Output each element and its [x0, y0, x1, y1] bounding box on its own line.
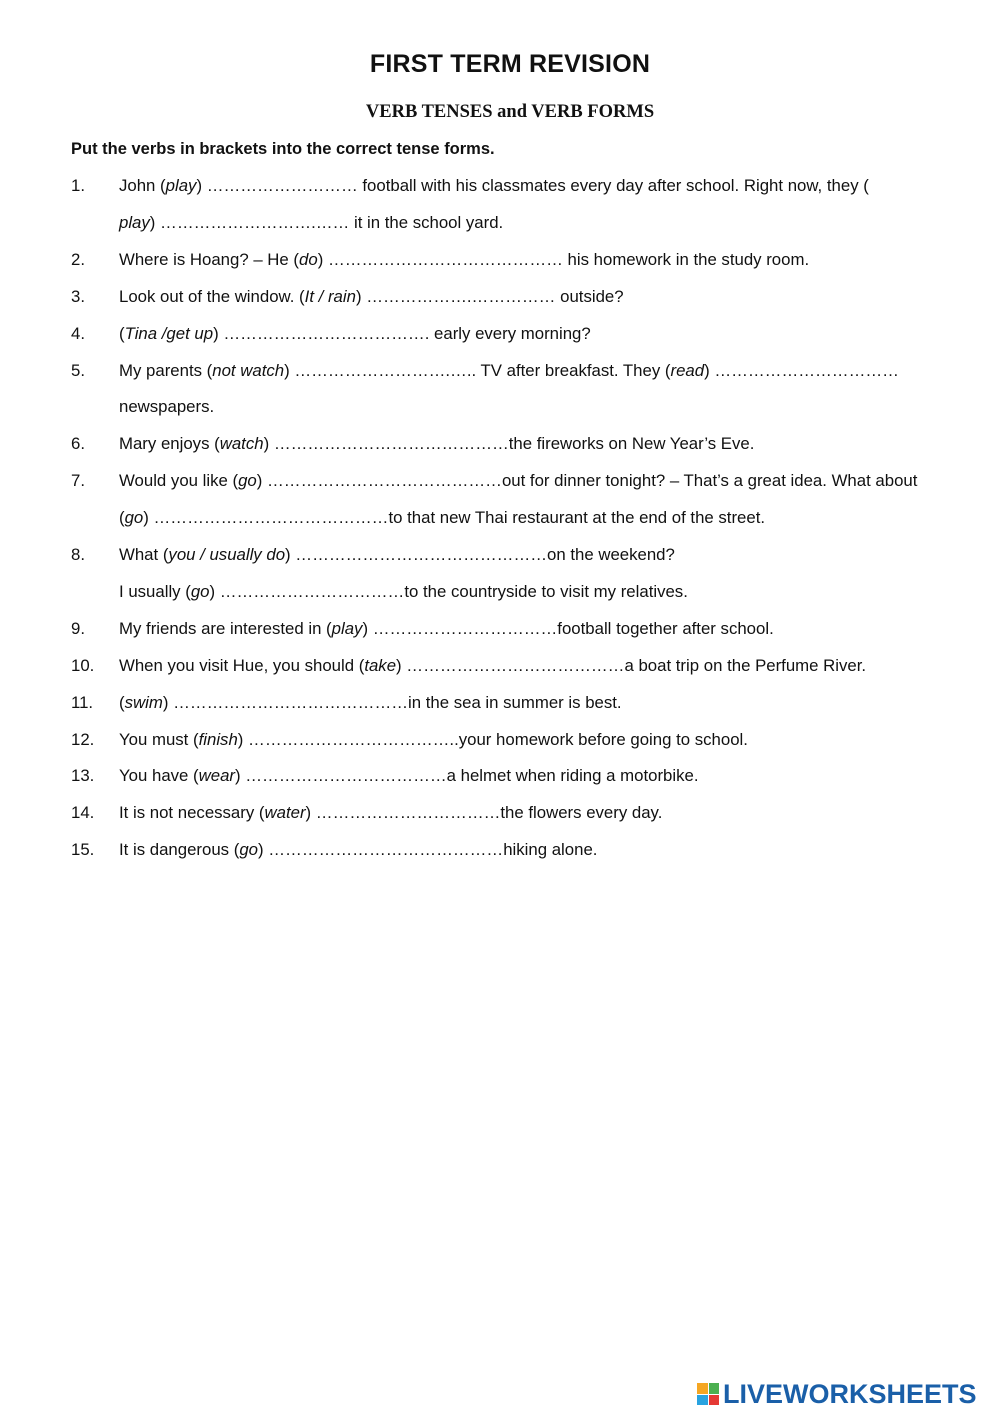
exercise-text [119, 287, 624, 307]
verb-hint: swim [124, 692, 163, 712]
sentence-fragment: My parents ( [119, 360, 213, 380]
exercise-number: 9. [71, 618, 85, 638]
page-subtitle: VERB TENSES and VERB FORMS [365, 102, 655, 122]
sentence-fragment: Look out of the window. ( [119, 286, 305, 306]
sentence-fragment: It is dangerous ( [119, 840, 240, 860]
verb-hint: go [238, 471, 257, 491]
exercise-text [119, 471, 917, 491]
verb-hint: not watch [212, 360, 285, 380]
verb-hint: go [239, 840, 259, 860]
exercise-number: 8. [71, 545, 85, 564]
verb-hint: read [670, 360, 705, 380]
verb-hint: take [364, 655, 397, 675]
logo-square [697, 1395, 708, 1406]
exercise-text [119, 324, 591, 344]
sentence-fragment: ) ……………………………the flowers every day. [305, 803, 663, 823]
exercise-text [119, 693, 622, 713]
sentence-fragment: Would you like ( [119, 471, 239, 491]
exercise-text [119, 656, 866, 676]
sentence-fragment: newspapers. [119, 397, 215, 417]
sentence-fragment: ) ……………………………………out for dinner tonight? – That’s a great idea. What about [256, 471, 918, 491]
verb-hint: wear [198, 766, 235, 786]
verb-hint: It / rain [304, 286, 356, 306]
sentence-fragment: ) ……………….…………… outside? [355, 286, 624, 306]
sentence-fragment: It is not necessary ( [119, 803, 265, 823]
sentence-fragment: ) ……………………………………in the sea in summer is best. [162, 692, 622, 712]
sentence-fragment: ) ………………………………. early every morning? [213, 323, 591, 343]
sentence-fragment: I usually ( [119, 581, 191, 601]
sentence-fragment: ) ……………………………to the countryside to visit my relatives. [209, 581, 688, 601]
sentence-fragment: ( [119, 692, 125, 712]
sentence-fragment: ) …………………………………a boat trip on the Perfume River. [396, 655, 867, 675]
brand-name: LIVEWORKSHEETS [723, 1378, 977, 1409]
exercise-number: 7. [71, 471, 85, 491]
verb-hint: you / usually do [168, 545, 286, 564]
sentence-fragment: ) ……………………………………hiking alone. [258, 840, 598, 860]
sentence-fragment: You have ( [119, 766, 199, 786]
exercise-text [119, 766, 698, 786]
exercise-number: 15. [71, 840, 95, 860]
logo-squares-icon [697, 1383, 719, 1405]
sentence-fragment: ) ……………………….….. TV after breakfast. They ( [284, 360, 671, 380]
sentence-fragment: What ( [119, 545, 169, 564]
exercise-text [119, 361, 899, 381]
exercise-text [119, 803, 662, 823]
instruction-text: Put the verbs in brackets into the correct tense forms. [71, 140, 495, 158]
sentence-fragment: ) ……………………….…… it in the school yard. [149, 212, 504, 232]
verb-hint: do [299, 249, 318, 269]
exercise-number: 12. [71, 729, 95, 749]
verb-hint: play [331, 618, 363, 638]
liveworksheets-logo [697, 1377, 977, 1411]
verb-hint: play [119, 212, 150, 232]
sentence-fragment: ) ………………………………a helmet when riding a motorbike. [235, 766, 699, 786]
exercise-number: 2. [71, 249, 85, 269]
exercise-text [119, 176, 869, 196]
page-title: FIRST TERM REVISION [369, 50, 651, 78]
verb-hint: finish [198, 729, 238, 749]
sentence-fragment: ) ……………………………football together after school. [362, 618, 774, 638]
verb-hint: go [190, 581, 210, 601]
logo-square [709, 1395, 720, 1406]
sentence-fragment: Where is Hoang? – He ( [119, 249, 300, 269]
sentence-fragment: ) ……………………………………the fireworks on New Year’s Eve. [263, 434, 755, 454]
exercise-text [119, 582, 688, 602]
sentence-fragment: You must ( [119, 729, 199, 749]
exercise-text [119, 213, 503, 233]
exercise-number: 5. [71, 360, 85, 380]
exercise-text [119, 730, 748, 750]
exercise-text [119, 545, 675, 565]
verb-hint: water [264, 803, 306, 823]
sentence-fragment: ) ………………………………..your homework before going to school. [237, 729, 748, 749]
verb-hint: watch [219, 434, 264, 454]
exercise-text [119, 250, 809, 270]
exercise-number: 13. [71, 766, 95, 786]
verb-hint: go [124, 508, 144, 528]
exercise-text [119, 619, 774, 639]
sentence-fragment: ) ………………………………………on the weekend? [285, 545, 675, 564]
exercise-number: 10. [71, 655, 95, 675]
exercise-number: 11. [71, 692, 94, 712]
exercise-number: 3. [71, 286, 85, 306]
verb-hint: Tina /get up [124, 323, 214, 343]
exercise-text [119, 434, 754, 454]
exercise-text [119, 397, 214, 417]
sentence-fragment: ( [119, 508, 125, 528]
sentence-fragment: When you visit Hue, you should ( [119, 655, 365, 675]
verb-hint: play [165, 176, 197, 195]
exercise-text [119, 840, 597, 860]
logo-square [709, 1383, 720, 1394]
exercise-number: 14. [71, 803, 95, 823]
sentence-fragment: My friends are interested in ( [119, 618, 332, 638]
exercise-number: 4. [71, 323, 85, 343]
sentence-fragment: John ( [119, 176, 166, 195]
logo-square [697, 1383, 708, 1394]
sentence-fragment: ) ……………………………………to that new Thai restaurant at the end of the street. [143, 508, 766, 528]
exercise-text [119, 508, 765, 528]
sentence-fragment: ( [119, 323, 125, 343]
sentence-fragment: ) …………………………… [704, 360, 899, 380]
exercise-number: 1. [71, 176, 85, 195]
sentence-fragment: Mary enjoys ( [119, 434, 220, 454]
sentence-fragment: ) …………………………………… his homework in the study room. [317, 249, 810, 269]
sentence-fragment: ) ……………………… football with his classmates every day after school. Right now, they ( [196, 176, 869, 195]
exercise-number: 6. [71, 434, 85, 454]
